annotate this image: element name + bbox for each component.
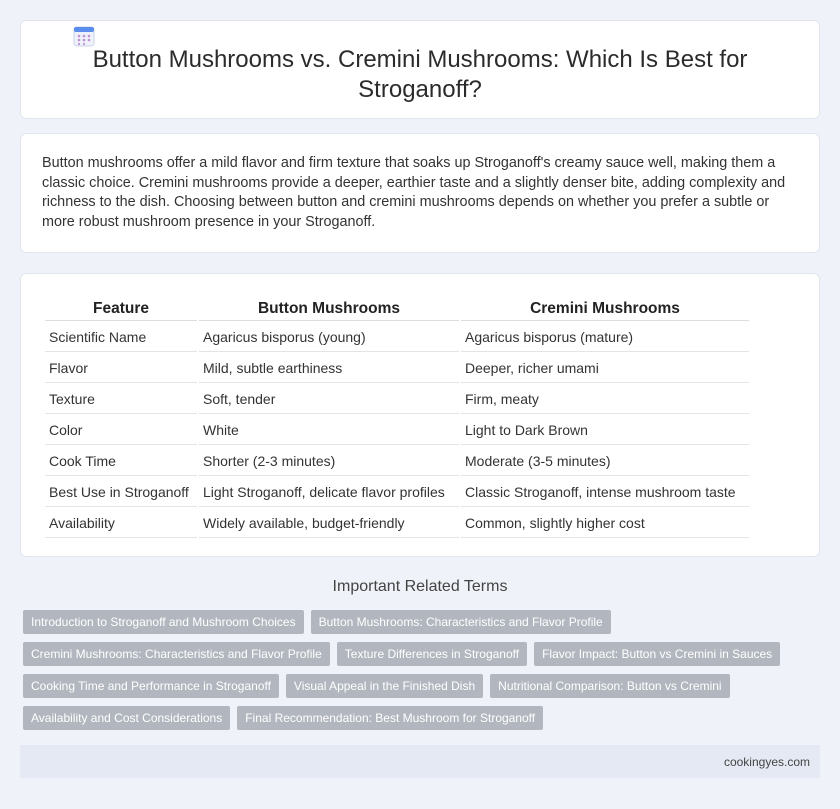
related-term-tag[interactable]: Cremini Mushrooms: Characteristics and Flavor Profile [23, 642, 330, 666]
table-cell: Texture [45, 385, 197, 414]
footer-site-link[interactable]: cookingyes.com [723, 755, 810, 769]
tag-row [23, 674, 803, 698]
comparison-table [43, 296, 751, 540]
table-cell: Agaricus bisporus (young) [199, 323, 459, 352]
tag-row [23, 642, 803, 666]
column-header-feature: Feature [45, 298, 197, 321]
related-terms-list [23, 610, 803, 738]
table-row [45, 354, 749, 383]
table-cell: Flavor [45, 354, 197, 383]
table-cell: Agaricus bisporus (mature) [461, 323, 749, 352]
intro-paragraph: Button mushrooms offer a mild flavor and firm texture that soaks up Stroganoff's creamy sauce well, making them a classic choice. Cremini mushrooms provide a deeper, earthier taste and a slightly denser bite, adding complexity and richness to the dish. Choosing between button and cremini mushrooms depends on whether you prefer a subtle or more robust mushroom presence in your Stroganoff. [42, 155, 786, 230]
related-term-tag[interactable]: Availability and Cost Considerations [23, 706, 230, 730]
table-row [45, 323, 749, 352]
comparison-card [20, 273, 820, 557]
related-term-tag[interactable]: Button Mushrooms: Characteristics and Flavor Profile [311, 610, 611, 634]
table-cell: Shorter (2-3 minutes) [199, 447, 459, 476]
related-term-tag[interactable]: Texture Differences in Stroganoff [337, 642, 527, 666]
table-cell: Scientific Name [45, 323, 197, 352]
table-cell: Best Use in Stroganoff [45, 478, 197, 507]
table-cell: Deeper, richer umami [461, 354, 749, 383]
column-header-button: Button Mushrooms [199, 298, 459, 321]
column-header-cremini: Cremini Mushrooms [461, 298, 749, 321]
footer [20, 745, 820, 778]
table-cell: Firm, meaty [461, 385, 749, 414]
table-header-row [45, 298, 749, 321]
tag-row [23, 610, 803, 634]
table-cell: Classic Stroganoff, intense mushroom taste [461, 478, 749, 507]
page-title: Button Mushrooms vs. Cremini Mushrooms: Which Is Best for Stroganoff? [92, 46, 748, 103]
table-cell: Light Stroganoff, delicate flavor profiles [199, 478, 459, 507]
related-term-tag[interactable]: Visual Appeal in the Finished Dish [286, 674, 483, 698]
related-term-tag[interactable]: Flavor Impact: Button vs Cremini in Sauces [534, 642, 780, 666]
table-row [45, 478, 749, 507]
table-cell: Color [45, 416, 197, 445]
calendar-icon [73, 25, 95, 47]
table-cell: Soft, tender [199, 385, 459, 414]
related-term-tag[interactable]: Nutritional Comparison: Button vs Cremini [490, 674, 729, 698]
related-term-tag[interactable]: Introduction to Stroganoff and Mushroom Choices [23, 610, 304, 634]
related-term-tag[interactable]: Cooking Time and Performance in Stroganoff [23, 674, 279, 698]
table-cell: Availability [45, 509, 197, 538]
table-cell: Light to Dark Brown [461, 416, 749, 445]
related-term-tag[interactable]: Final Recommendation: Best Mushroom for Stroganoff [237, 706, 543, 730]
table-cell: Cook Time [45, 447, 197, 476]
table-row [45, 447, 749, 476]
intro-card [20, 133, 820, 253]
table-cell: Common, slightly higher cost [461, 509, 749, 538]
table-cell: White [199, 416, 459, 445]
tag-row [23, 706, 803, 730]
table-row [45, 385, 749, 414]
table-cell: Moderate (3-5 minutes) [461, 447, 749, 476]
table-row [45, 509, 749, 538]
title-card [20, 20, 820, 119]
table-row [45, 416, 749, 445]
table-cell: Mild, subtle earthiness [199, 354, 459, 383]
related-terms-heading: Important Related Terms [332, 578, 508, 595]
table-cell: Widely available, budget-friendly [199, 509, 459, 538]
